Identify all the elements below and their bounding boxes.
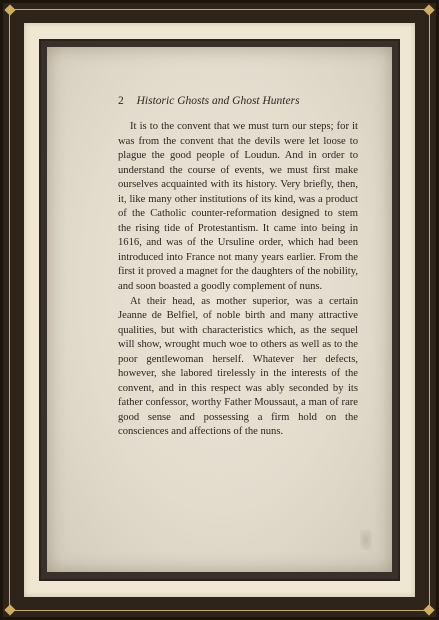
running-head [118, 95, 300, 107]
running-title: Historic Ghosts and Ghost Hunters [136, 95, 300, 107]
body-text [118, 120, 358, 440]
paragraph-1: It is to the convent that we must turn our steps; for it was from the convent that the devils were let loose to plague the good people of Loudun. And in order to understand the course of events, we must first make ourselves acquainted with its history. Very briefly, then, it, like many other institutions of its kind, was a product of the Catholic counter-reformation designed to stem the rising tide of Protestantism. It came into being in 1616, and was of the Ursuline order, which had been introduced into France not many years earlier. From the first it proved a magnet for the daughters of the nobility, and soon boasted a goodly complement of nuns. [118, 121, 358, 293]
page-smudge [360, 530, 372, 550]
page-number: 2 [118, 95, 124, 107]
paragraph-2: At their head, as mother superior, was a certain Jeanne de Belfiel, of noble birth and many attractive qualities, but with characteristics which, as the sequel will show, wrought much woe to others as well as to the poor gentlewoman herself. Whatever her defects, however, she labored tirelessly in the interests of the convent, and in this respect was ably seconded by its father confessor, worthy Father Moussaut, a man of rare good sense and possessing a firm hold on the consciences and affections of the nuns. [118, 295, 358, 438]
